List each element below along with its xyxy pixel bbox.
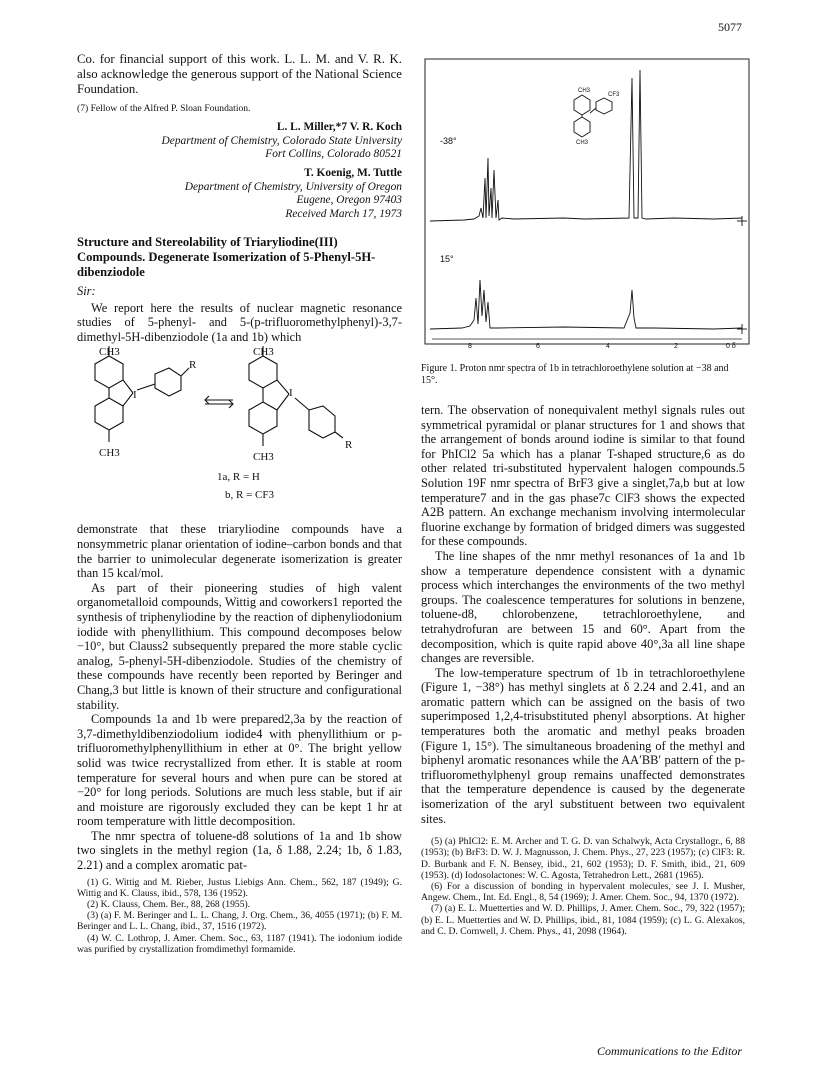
received-date: Received March 17, 1973	[285, 207, 402, 220]
page-number: 5077	[718, 20, 742, 34]
axis-tick: 6	[536, 343, 540, 348]
footnote-item: (3) (a) F. M. Beringer and L. L. Chang, J. Org. Chem., 36, 4055 (1971); (b) F. M. Beringer and L. L. Chang, ibid., 37, 1516 (1972).	[77, 910, 402, 933]
author-city-2: Eugene, Oregon 97403	[296, 194, 402, 207]
axis-tick: 8	[468, 343, 472, 348]
footnote-item: (4) W. C. Lothrop, J. Amer. Chem. Soc., 63, 1187 (1941). The iodonium iodide was purified by crystallization fromdimethyl formamide.	[77, 932, 402, 955]
salutation: Sir:	[77, 284, 96, 299]
author-city-1: Fort Collins, Colorado 80521	[265, 148, 402, 161]
iodine-left: I	[133, 389, 137, 402]
axis-tick: 2	[674, 343, 678, 348]
footnote-item: (6) For a discussion of bonding in hypervalent molecules, see J. I. Musher, Angew. Chem., Int. Ed. Engl., 8, 54 (1969); J. Amer. Chem. Soc., 94, 1370 (1972).	[421, 881, 745, 904]
label-1a: 1a, R = H	[217, 471, 260, 484]
paragraph-2: demonstrate that these triaryliodine compounds have a nonsymmetric planar orientation of iodine–carbon bonds and that the barrier to unimolecular degenerate isomerization is greater than 15 kcal/mol.	[77, 522, 402, 581]
structure-drawing	[77, 346, 402, 518]
footnote-item: (5) (a) PhICl2: E. M. Archer and T. G. D. van Schalwyk, Acta Crystallogr., 6, 88 (1953); (b) BrF3: D. W. J. Magnusson, J. Chem. Phys., 27, 223 (1957); (c) ClF3: R. D. Burbank and F. N. Bensey, ibid., 21, 602 (1953); D. F. Smith, ibid., 21, 609 (1953). (d) Iodosolactones: W. C. Agosta, Tetrahedron Lett., 2681 (1965).	[421, 836, 745, 881]
inset-label-cf3: CF3	[608, 92, 620, 98]
acknowledgment: Co. for financial support of this work. L. L. M. and V. R. K. also acknowledge the generous support of the National Science Foundation.	[77, 52, 402, 96]
paragraph-6: tern. The observation of nonequivalent methyl signals rules out symmetrical pyramidal or planar structures for 1 and shows that the arrangement of bonds around iodine is similar to that found for PhICl2 5a which has a planar T-shaped structure,6 as do other related tri-substituted hypervalent halogen compounds.5 Solution 19F nmr spectra of BrF3 give a singlet,7a,b but at low temperature7 and in the gas phase7c ClF3 shows the expected A2B pattern. An exchange mechanism involving intermolecular fluorine exchange by formation of bridged dimers was suggested for these compounds.	[421, 403, 745, 549]
author-block-1	[77, 121, 402, 161]
author-dept-2: Department of Chemistry, University of Oregon	[184, 180, 402, 193]
temp-label-high: 15°	[440, 254, 454, 264]
footnote-7: (7) Fellow of the Alfred P. Sloan Foundation.	[77, 103, 251, 114]
iodine-right: I	[289, 387, 293, 400]
footnotes-right	[421, 836, 745, 937]
ch3-bottom-right: CH3	[253, 451, 274, 464]
ch3-top-left: CH3	[99, 346, 120, 359]
section-footer: Communications to the Editor	[597, 1044, 742, 1058]
author-names-2: T. Koenig, M. Tuttle	[304, 167, 402, 180]
left-column	[77, 52, 402, 955]
footnote-item: (7) (a) E. L. Muetterties and W. D. Phillips, J. Amer. Chem. Soc., 79, 322 (1957); (b) E. L. Muetterties and W. D. Phillips, ibid., 81, 1084 (1959); (c) L. G. Alexakos, and C. D. Cornwell, J. Chem. Phys., 41, 2098 (1964).	[421, 903, 745, 937]
r-right: R	[345, 439, 353, 452]
right-column	[421, 403, 745, 937]
figure-caption: Figure 1. Proton nmr spectra of 1b in tetrachloroethylene solution at −38 and 15°.	[421, 363, 729, 386]
paragraph-5: The nmr spectra of toluene-d8 solutions of 1a and 1b show two singlets in the methyl region (1a, δ 1.88, 2.24; 1b, δ 1.83, 2.21) and a complex aromatic pat-	[77, 828, 402, 873]
figure-1	[424, 58, 750, 348]
axis-tick: 0 δ	[726, 343, 736, 348]
footnote-item: (2) K. Clauss, Chem. Ber., 88, 268 (1955).	[87, 899, 251, 911]
author-names-1: L. L. Miller,*7 V. R. Koch	[276, 121, 402, 134]
paragraph-4: Compounds 1a and 1b were prepared2,3a by the reaction of 3,7-dimethyldibenziodolium iodide4 with phenyllithium or p-trifluoromethylphenyllithium in ether at 0°. The bright yellow solid was twice recrystallized from ether. It is stable at room temperature for several hours and when pure can be stored at −20° for long periods. Solutions are much less stable, but if air and moisture are rigorously excluded they can be kept 1 hr at room temperature with little decomposition.	[77, 712, 402, 829]
label-1b: b, R = CF3	[225, 489, 274, 502]
ch3-top-right: CH3	[253, 346, 274, 359]
chemical-structure	[77, 346, 402, 518]
footnote-item: (1) G. Wittig and M. Rieber, Justus Liebigs Ann. Chem., 562, 187 (1949); G. Wittig and K. Clauss, ibid., 578, 136 (1952).	[77, 876, 402, 899]
paragraph-1: We report here the results of nuclear magnetic resonance studies of 5-phenyl- and 5-(p-trifluoromethylphenyl)-3,7-dimethyl-5H-dibenziodole (1a and 1b) which	[77, 300, 402, 344]
axis-tick: 4	[606, 343, 610, 348]
author-dept-1: Department of Chemistry, Colorado State University	[161, 134, 402, 147]
paragraph-3: As part of their pioneering studies of high valent organometalloid compounds, Wittig and coworkers1 reported the synthesis of triphenyliodine by the reaction of diphenyliodonium iodide with phenyllithium. This compound decomposes below −10°, but Clauss2 subsequently prepared the more stable cyclic analog, 5-phenyl-5H-dibenziodole. Studies of the chemistry of these compounds have recently been reported by Beringer and Chang,3 but little is known of their structure and configurational stability.	[77, 580, 402, 712]
footnotes-left	[77, 877, 402, 955]
inset-label-ch3-top: CH3	[578, 88, 591, 94]
paragraph-7: The line shapes of the nmr methyl resonances of 1a and 1b show a temperature dependence consistent with a dynamic process which interchanges the environments of the two methyl groups. The coalescence temperatures for solutions in benzene, toluene-d8, chlorobenzene, tetrachloroethylene, and tetrahydrofuran are between 15 and 60°. Apart from the decomposition, which is quite rapid above 40°,3a all line shape changes are reversible.	[421, 548, 745, 666]
temp-label-low: -38°	[440, 136, 457, 146]
r-left: R	[189, 359, 197, 372]
paragraph-8: The low-temperature spectrum of 1b in tetrachloroethylene (Figure 1, −38°) has methyl singlets at δ 2.24 and 2.41, and an aromatic pattern which can be assigned on the basis of two superimposed 1,2,4-trisubstituted phenyl absorptions. At higher temperatures both the aromatic and methyl peaks broaden (Figure 1, 15°). The simultaneous broadening of the methyl and biphenyl aromatic resonances while the AA′BB′ pattern of the p-trifluoromethylphenyl group remains unaffected demonstrates that the temperature dependence is caused by the degenerate isomerization of the aryl substituent between two equivalent sites.	[421, 665, 745, 826]
author-block-2	[77, 167, 402, 221]
inset-label-ch3-bottom: CH3	[576, 140, 589, 146]
article-title: Structure and Stereolability of Triaryliodine(III) Compounds. Degenerate Isomerization of 5-Phenyl-5H-dibenziodole	[77, 235, 376, 280]
ch3-bottom-left: CH3	[99, 447, 120, 460]
nmr-spectra	[424, 58, 750, 348]
